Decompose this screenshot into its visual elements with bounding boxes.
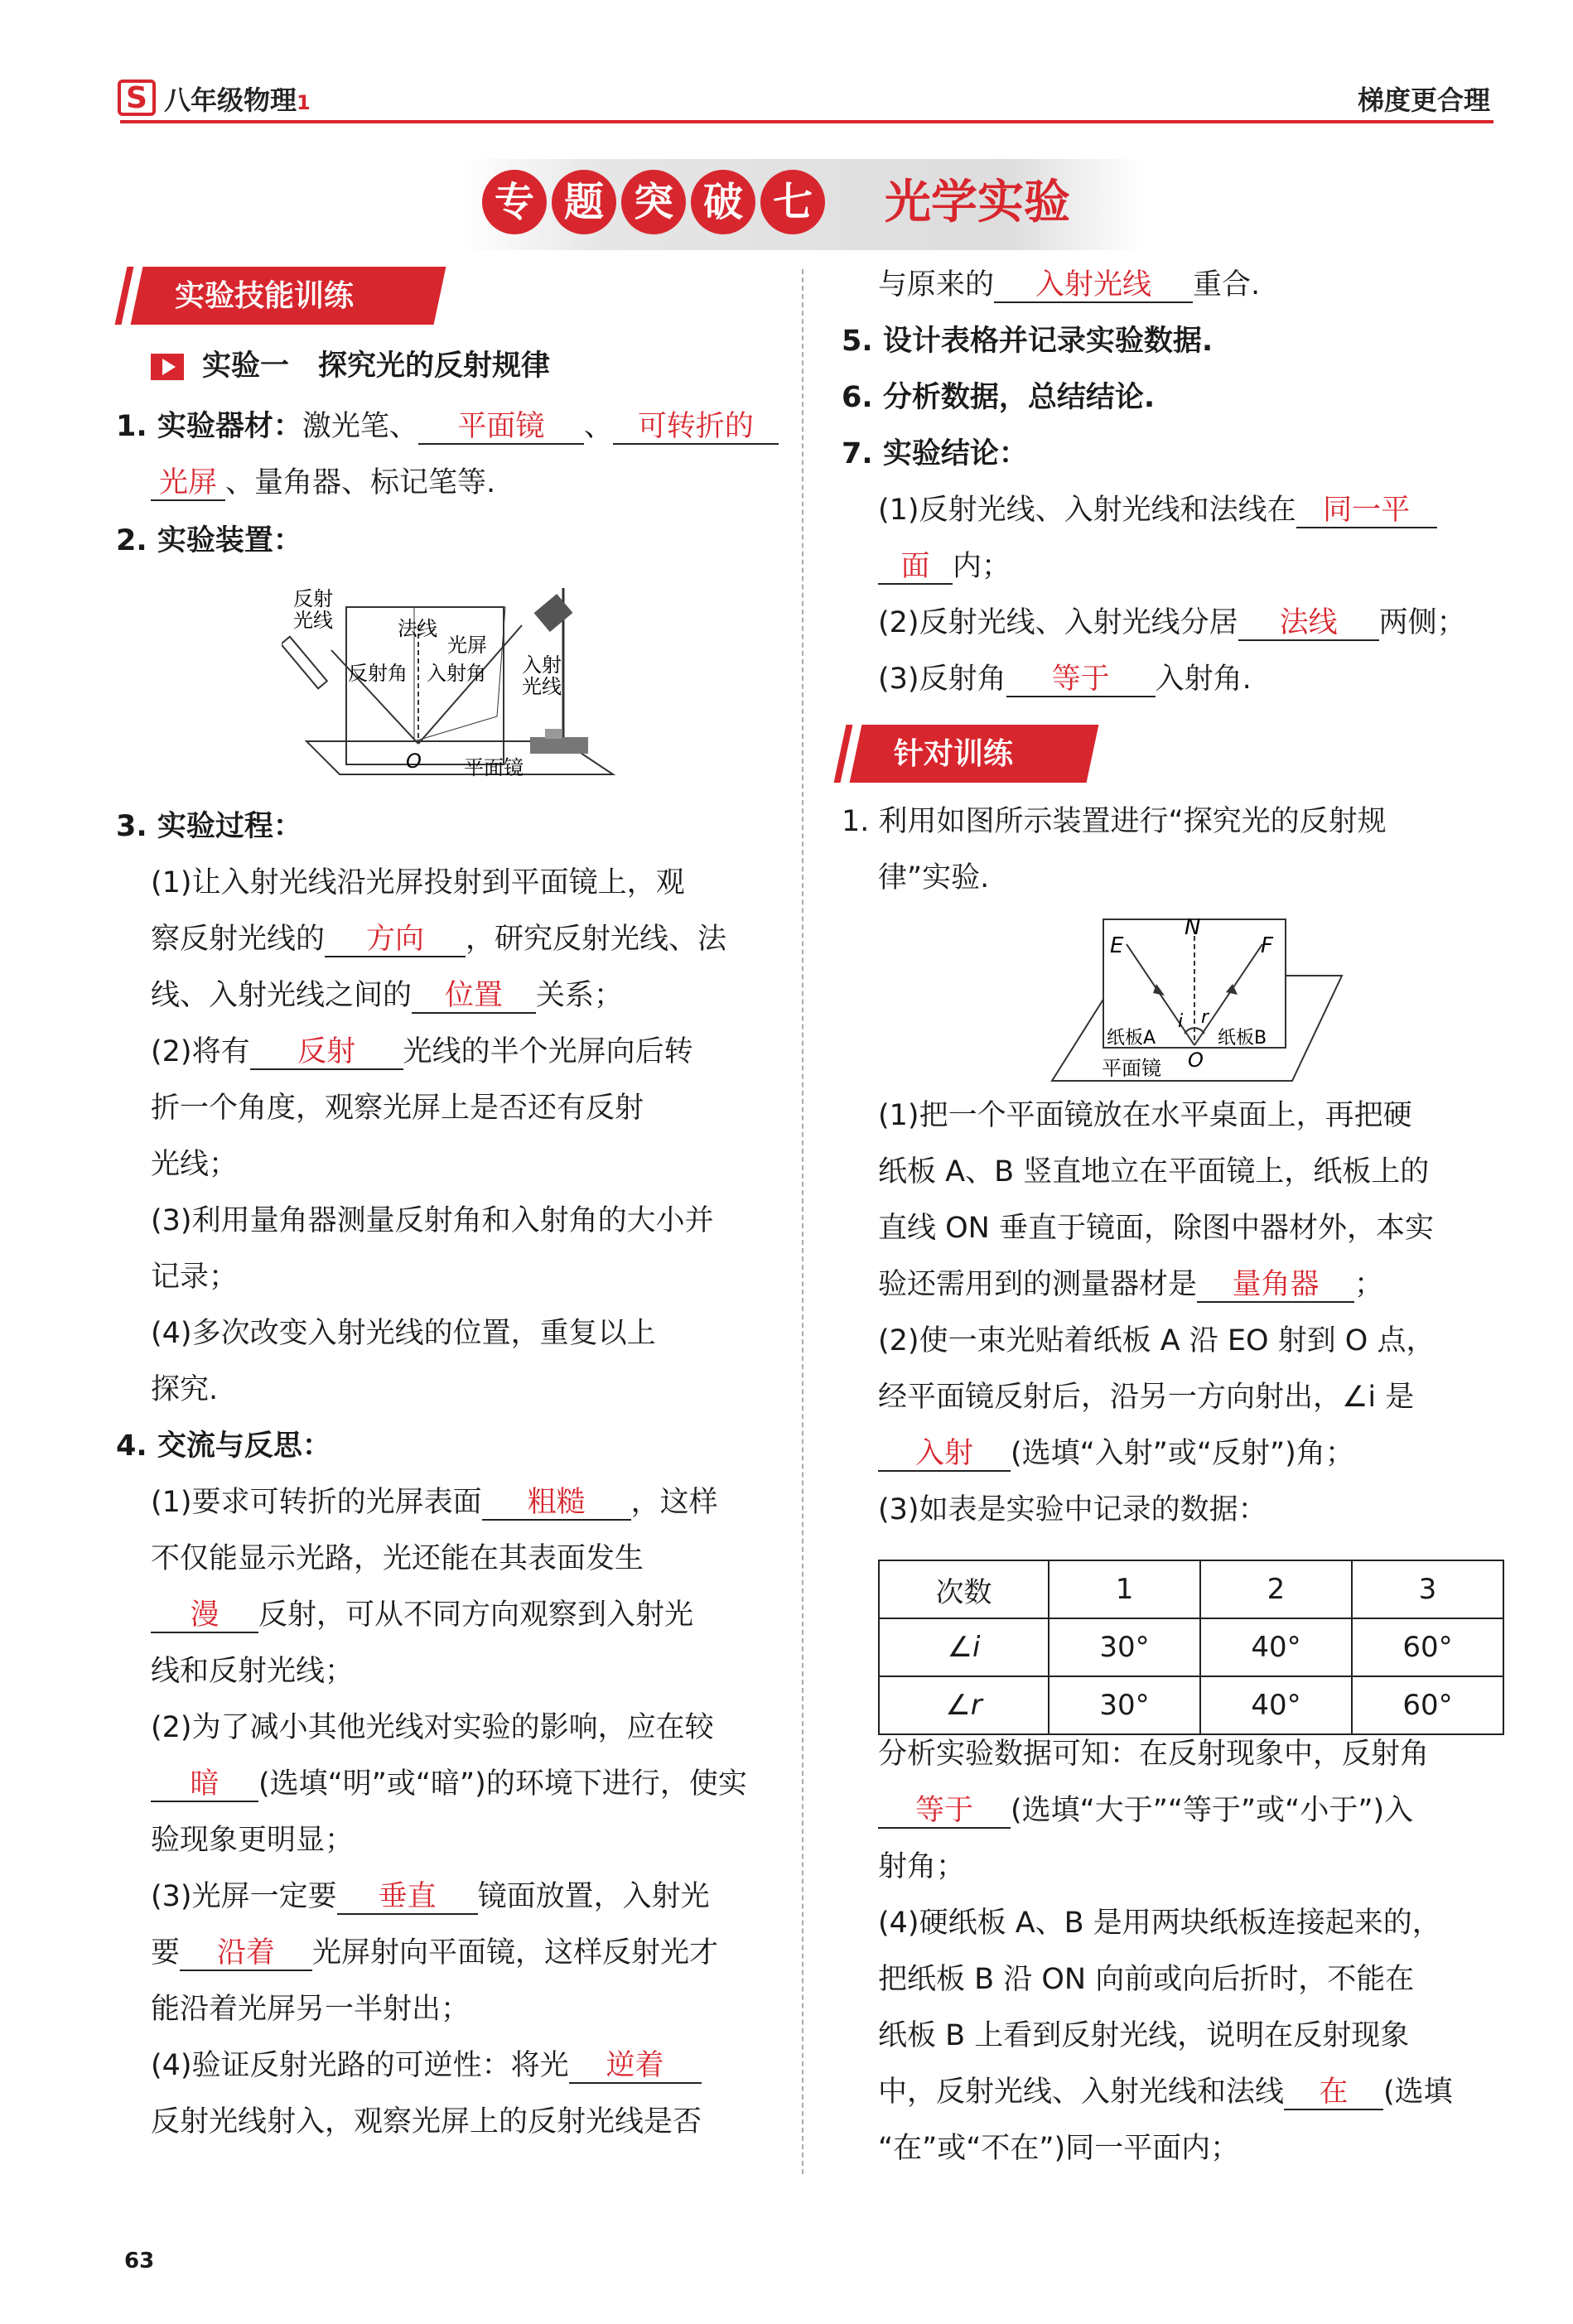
title-char: 突 — [621, 170, 686, 234]
exp1-heading: 实验一 探究光的反射规律 — [151, 348, 550, 384]
table-cell: ∠i — [879, 1618, 1049, 1676]
item3-line: (2)将有 反射 光线的半个光屏向后转 — [151, 1035, 693, 1068]
item4-line: 要 沿着 光屏射向平面镜，这样反射光才 — [151, 1936, 719, 1970]
item3-line: 折一个角度，观察光屏上是否还有反射 — [151, 1092, 644, 1125]
title-char: 七 — [760, 170, 825, 234]
practice-line: (1)把一个平面镜放在水平桌面上，再把硬 — [878, 1099, 1412, 1132]
practice-line: 把纸板 B 沿 ON 向前或向后折时，不能在 — [878, 1963, 1415, 1996]
item3-line: 线、入射光线之间的 位置 关系； — [151, 979, 624, 1012]
practice-line: (4)硬纸板 A、B 是用两块纸板连接起来的， — [878, 1907, 1441, 1940]
fig1-label: O — [406, 750, 422, 773]
item7: 7. 实验结论： — [842, 437, 1028, 470]
practice-line: 经平面镜反射后，沿另一方向射出，∠i 是 — [878, 1381, 1415, 1414]
table-cell: 60° — [1352, 1618, 1503, 1676]
column-divider — [802, 269, 803, 2174]
table-row — [879, 1676, 1503, 1734]
table-cell: 1 — [1049, 1560, 1200, 1618]
item3-line: 探究. — [151, 1373, 219, 1406]
table-cell: 2 — [1200, 1560, 1352, 1618]
section-tag-skill: 实验技能训练 — [131, 267, 446, 325]
item4-line: 暗 (选填“明”或“暗”)的环境下进行，使实 — [151, 1766, 747, 1802]
practice-q1: 律”实验. — [878, 861, 990, 894]
item3-line: (1)让入射光线沿光屏投射到平面镜上，观 — [151, 866, 685, 899]
fig2-label: N — [1185, 915, 1201, 940]
practice-line: 验还需用到的测量器材是 量角器 ； — [878, 1268, 1384, 1301]
practice-line: (3)如表是实验中记录的数据： — [878, 1493, 1267, 1526]
fig1-label: 入射 — [522, 653, 562, 677]
practice-line: 纸板 B 上看到反射光线，说明在反射现象 — [878, 2019, 1410, 2052]
fig1-label: 光线 — [293, 609, 333, 632]
table-cell: 30° — [1049, 1618, 1200, 1676]
item1: 1. 实验器材：激光笔、 平面镜 、 可转折的 — [116, 408, 779, 445]
fig2-label: 纸板A — [1107, 1028, 1156, 1049]
table-cell: 40° — [1200, 1676, 1352, 1734]
title-char: 专 — [482, 170, 547, 234]
practice-line: (2)使一束光贴着纸板 A 沿 EO 射到 O 点， — [878, 1324, 1435, 1357]
table-cell: 60° — [1352, 1676, 1503, 1734]
table-cell: 40° — [1200, 1618, 1352, 1676]
fig2-label: r — [1201, 1007, 1209, 1028]
tag-stripe — [834, 725, 853, 783]
fig1-label: 光线 — [522, 675, 562, 698]
table-header-row — [879, 1560, 1503, 1618]
page-number: 63 — [124, 2249, 155, 2273]
fig2-label: 纸板B — [1218, 1028, 1267, 1049]
item7-line: 面 内； — [878, 548, 1011, 585]
item4-line: (1)要求可转折的光屏表面 粗糙 ，这样 — [151, 1486, 718, 1519]
fig1-label: 反射角 — [348, 662, 408, 685]
play-icon — [151, 354, 184, 380]
series-slogan: 梯度更合理 — [1357, 84, 1490, 116]
item4: 4. 交流与反思： — [116, 1430, 331, 1463]
data-table — [878, 1560, 1504, 1735]
table-row — [879, 1618, 1503, 1676]
item2: 2. 实验装置： — [116, 524, 302, 557]
fig1-label: 法线 — [398, 617, 437, 640]
practice-line: 等于 (选填“大于”“等于”或“小于”)入 — [878, 1792, 1413, 1829]
practice-line: 入射 (选填“入射”或“反射”)角； — [878, 1435, 1354, 1472]
item4-line-cont: 与原来的 入射光线 重合. — [878, 268, 1261, 301]
table-cell: 30° — [1049, 1676, 1200, 1734]
item5: 5. 设计表格并记录实验数据. — [842, 325, 1214, 358]
table-cell: 次数 — [879, 1560, 1049, 1618]
book-title: 八年级物理1 — [164, 84, 311, 116]
item3-line: (4)多次改变入射光线的位置，重复以上 — [151, 1317, 656, 1350]
header-rule — [120, 120, 1493, 123]
item4-line: (2)为了减小其他光线对实验的影响，应在较 — [151, 1711, 714, 1744]
item7-line: (1)反射光线、入射光线和法线在 同一平 — [878, 492, 1437, 528]
fig1-label: 反射 — [293, 587, 333, 610]
item3-line: (3)利用量角器测量反射角和入射角的大小并 — [151, 1204, 714, 1237]
paperboard-figure — [1044, 911, 1350, 1089]
item4-line: (3)光屏一定要 垂直 镜面放置，入射光 — [151, 1880, 710, 1913]
item4-line: 漫 反射，可从不同方向观察到入射光 — [151, 1597, 693, 1633]
section-tag-practice: 针对训练 — [850, 725, 1099, 783]
practice-line: 纸板 A、B 竖直地立在平面镜上，纸板上的 — [878, 1155, 1430, 1189]
item3-line: 记录； — [151, 1261, 239, 1294]
reflection-apparatus-figure — [282, 576, 646, 799]
fig2-label: F — [1261, 933, 1273, 958]
title-char: 破 — [691, 170, 755, 234]
title-char: 题 — [552, 170, 616, 234]
fig2-label: E — [1110, 933, 1124, 958]
item3: 3. 实验过程： — [116, 810, 302, 843]
practice-line: 射角； — [878, 1850, 966, 1883]
fig2-label: O — [1188, 1049, 1204, 1072]
fig1-label: 光屏 — [447, 634, 487, 657]
item7-line: (2)反射光线、入射光线分居 法线 两侧； — [878, 606, 1466, 639]
item4-line: 能沿着光屏另一半射出； — [151, 1993, 470, 2026]
tag-stripe — [115, 267, 134, 325]
table-cell: ∠r — [879, 1676, 1049, 1734]
item1-cont: 光屏 、量角器、标记笔等. — [151, 465, 495, 501]
fig2-label: 平面镜 — [1102, 1057, 1161, 1080]
item4-line: 验现象更明显； — [151, 1824, 355, 1857]
practice-line: 中，反射光线、入射光线和法线 在 (选填 — [878, 2076, 1453, 2109]
practice-q1: 1. 利用如图所示装置进行“探究光的反射规 — [842, 805, 1387, 838]
page-title: 光学实验 — [885, 176, 1070, 229]
table-cell: 3 — [1352, 1560, 1503, 1618]
practice-line: 直线 ON 垂直于镜面，除图中器材外，本实 — [878, 1212, 1434, 1245]
item6: 6. 分析数据，总结结论. — [842, 381, 1156, 414]
item4-line: 反射光线射入，观察光屏上的反射光线是否 — [151, 2105, 702, 2138]
item3-line: 察反射光线的 方向 ，研究反射光线、法 — [151, 923, 727, 956]
practice-line: 分析实验数据可知：在反射现象中，反射角 — [878, 1738, 1430, 1771]
item4-line: 线和反射光线； — [151, 1655, 355, 1688]
item3-line: 光线； — [151, 1148, 239, 1181]
item7-line: (3)反射角 等于 入射角. — [878, 663, 1252, 696]
fig2-label: i — [1178, 1011, 1184, 1032]
item4-line: 不仅能显示光路，光还能在其表面发生 — [151, 1542, 644, 1575]
item4-line: (4)验证反射光路的可逆性：将光 逆着 — [151, 2047, 702, 2084]
fig1-label: 平面镜 — [464, 756, 524, 779]
fig1-label: 入射角 — [427, 662, 486, 685]
practice-line: “在”或“不在”)同一平面内； — [878, 2132, 1240, 2165]
publisher-logo: S — [118, 80, 156, 116]
